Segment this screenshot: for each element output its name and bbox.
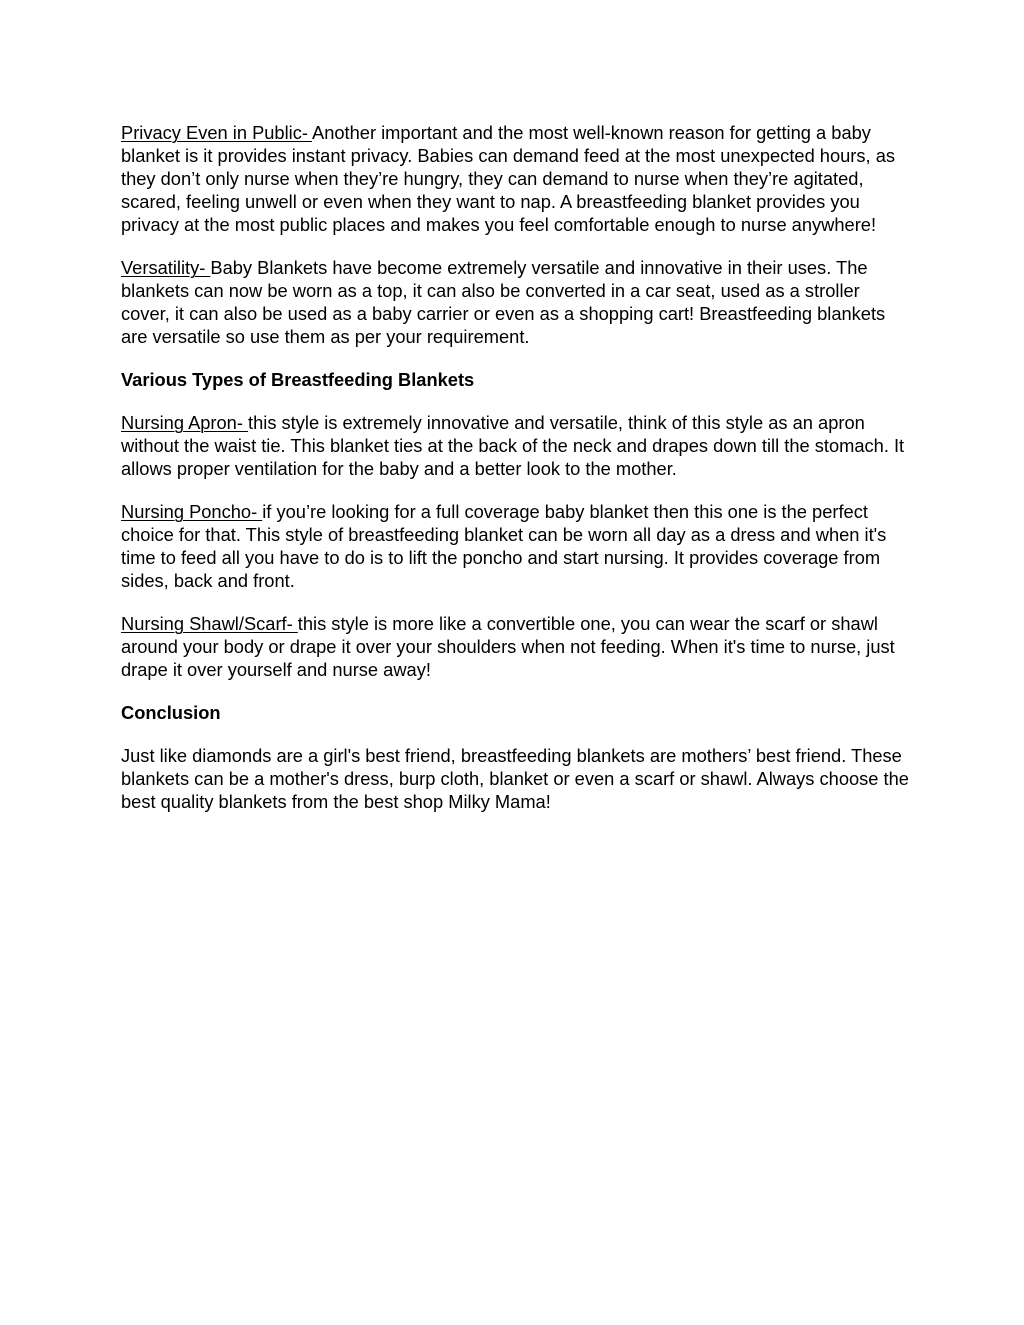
privacy-paragraph [121, 121, 911, 236]
versatility-text: Baby Blankets have become extremely versatile and innovative in their uses. The blankets can now be worn as a top, it can also be converted in a car seat, used as a stroller cover, it can also be used as a baby carrier or even as a shopping cart! Breastfeeding blankets are versatile so use them as per your requirement. [121, 257, 886, 347]
conclusion-paragraph: Just like diamonds are a girl's best friend, breastfeeding blankets are mothers’ best friend. These blankets can be a mother's dress, burp cloth, blanket or even a scarf or shawl. Always choose the best quality blankets from the best shop Milky Mama! [121, 745, 909, 812]
versatility-term: Versatility- [121, 257, 211, 278]
privacy-term: Privacy Even in Public- [121, 122, 313, 143]
document-page [121, 121, 911, 833]
shawl-term: Nursing Shawl/Scarf- [121, 613, 298, 634]
privacy-text: Another important and the most well-known reason for getting a baby blanket is it provides instant privacy. Babies can demand feed at the most unexpected hours, as they don’t only nurse when they’re hungry, they can demand to nurse when they’re agitated, scared, feeling unwell or even when they want to nap. A breastfeeding blanket provides you privacy at the most public places and makes you feel comfortable enough to nurse anywhere! [121, 122, 896, 235]
apron-paragraph [121, 411, 911, 480]
types-heading: Various Types of Breastfeeding Blankets [121, 369, 475, 390]
poncho-text: if you’re looking for a full coverage baby blanket then this one is the perfect choice for that. This style of breastfeeding blanket can be worn all day as a dress and when it's time to feed all you have to do is to lift the poncho and start nursing. It provides coverage from sides, back and front. [121, 501, 887, 591]
apron-term: Nursing Apron- [121, 412, 249, 433]
conclusion-heading: Conclusion [121, 702, 221, 723]
poncho-paragraph [121, 500, 911, 592]
versatility-paragraph [121, 256, 911, 348]
apron-text: this style is extremely innovative and versatile, think of this style as an apron without the waist tie. This blanket ties at the back of the neck and drapes down till the stomach. It allows proper ventilation for the baby and a better look to the mother. [121, 412, 905, 479]
shawl-paragraph [121, 612, 911, 681]
poncho-term: Nursing Poncho- [121, 501, 263, 522]
shawl-text: this style is more like a convertible one, you can wear the scarf or shawl around your body or drape it over your shoulders when not feeding. When it's time to nurse, just drape it over yourself and nurse away! [121, 613, 895, 680]
